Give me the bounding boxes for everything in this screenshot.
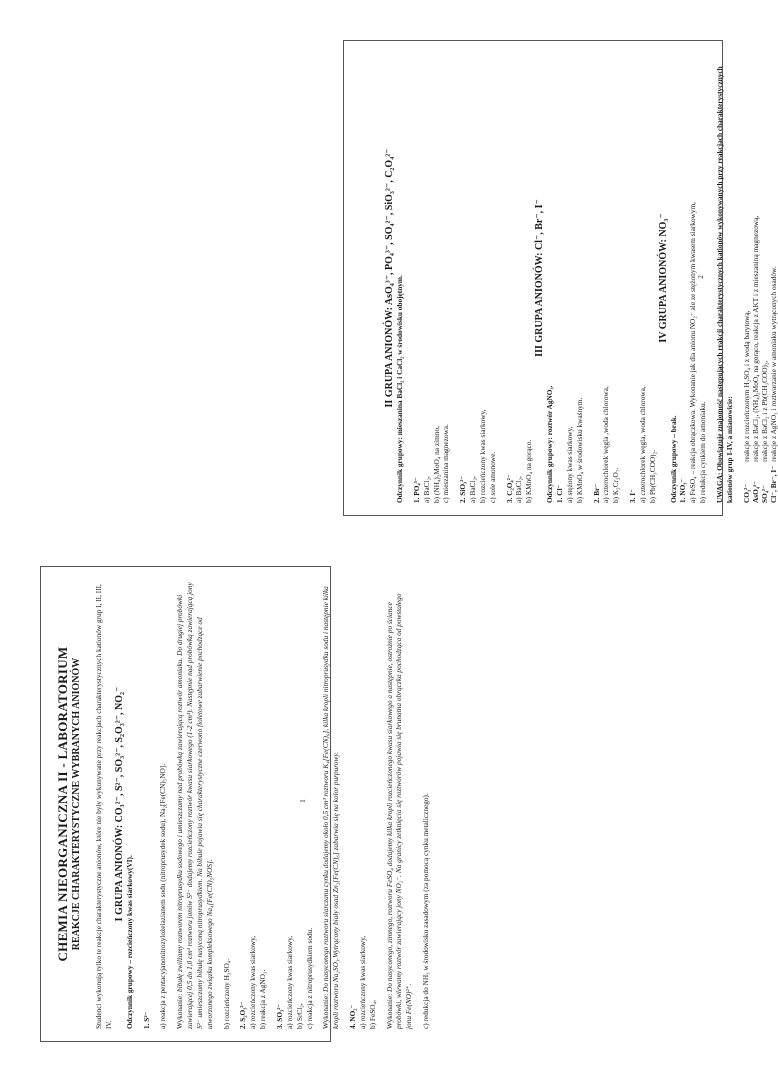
document-title: CHEMIA NIEORGANICZNA II - LABORATORIUM: [55, 646, 70, 962]
group-3-reagent: Odczynnik grupowy: roztwór AgNO₃.: [545, 385, 555, 503]
summary-ion: SO₄²⁻: [759, 485, 769, 503]
i-item-b: b) Pb(CH₃COO)₂.: [647, 450, 657, 503]
cl-heading: 1. Cl⁻: [554, 484, 564, 503]
po4-item-c: c) mieszanina magnezowa.: [441, 424, 451, 503]
no3-item-a: a) FeSO₄ – reakcja obrączkowa. Wykonanie jak dla anionu NO₂⁻ ale ze stężonym kwasem siarkowym,: [688, 202, 698, 503]
page-2: [343, 40, 778, 516]
group-4-title: IV GRUPA ANIONÓW: NO₃⁻: [657, 213, 669, 343]
document-subtitle: REAKCJE CHARAKTERYSTYCZNE WYBRANYCH ANIONÓW: [71, 657, 82, 951]
po4-heading: 1. PO₄³⁻: [411, 477, 421, 503]
c2o4-item-a: a) BaCl₂,: [514, 476, 524, 503]
c2o4-item-b: b) KMnO₄ na gorąco.: [524, 439, 534, 503]
so3-heading: 3. SO₃²⁻: [274, 1003, 284, 1029]
summary-ion: CO₃²⁻: [741, 483, 751, 503]
br-item-a: a) czterochlorek węgla ,woda chlorowa,: [601, 386, 611, 503]
summary-table: [742, 212, 778, 503]
no2-heading: 4. NO₂⁻: [348, 1004, 358, 1029]
procedure-text: Do nasyconego, zimnego, roztworu FeSO₄ dodajemy kilka kropli rozcieńczonego kwasu siarkowego a następnie, ostrożnie po ściance probówki, wlewamy roztwór zawierający jony NO₂⁻. Na granicy zetknięcia się roztworów pojawia się brunatna obrączka pochodząca od powstałego jonu Fe(NO)²⁺.: [384, 593, 414, 1029]
no3-item-b: b) redukcja cynkiem do amoniaku.: [698, 401, 708, 503]
so3-item-b: b) SrCl₂,: [294, 1003, 304, 1029]
summary-text: reakcje z BaCl₂ i z Pb(CH₃COO)₂,: [759, 360, 769, 462]
note-text: UWAGA: Obowiązuje znajomość następujących reakcji charakterystycznych kationów wykonywanych przy reakcjach charakterystycznych kationów grup I-IV, a mianowicie:: [714, 66, 734, 503]
po4-item-b: b) (NH₄)₂MoO₄ na zimno,: [431, 426, 441, 503]
no2-item-b: b) FeSO₄,: [367, 1000, 377, 1029]
br-item-b: b) K₂Cr₂O₇.: [611, 467, 621, 503]
s2o3-heading: 2. S₂O₃²⁻: [238, 1001, 248, 1029]
summary-text: reakcje z AgNO₃ i roztwarzanie w amoniaku wytrąconych osadów.: [768, 266, 778, 462]
no2-item-a: a) rozcieńczony kwas siarkowy,: [357, 935, 367, 1029]
cl-item-a: a) stężony kwas siarkowy,: [564, 426, 574, 503]
so3-item-a: a) rozcieńczony kwas siarkowy,: [284, 935, 294, 1029]
summary-text: reakcje z BaCl₂, (NH₄)₂MoO₄ na gorąco, reakcja z AKT i z mieszaniną magnezową,: [750, 215, 760, 462]
intro-text: Studenci wykonują tylko te reakcje charakterystyczne anionów, które nie były wykonywane przy reakcjach charakterystycznych kationów grup I, II, III, IV.: [94, 584, 113, 1029]
summary-ion: Cl⁻, Br⁻, I⁻: [768, 465, 778, 503]
summary-ion: AsO₄³⁻: [750, 480, 760, 503]
sio3-heading: 2. SiO₃²⁻: [458, 475, 468, 503]
po4-item-a: a) BaCl₂,: [421, 476, 431, 503]
group-4-reagent: Odczynnik grupowy – brak.: [668, 415, 678, 503]
page-1: [40, 566, 431, 1042]
page-1-content: [55, 579, 431, 1029]
i-item-a: a) czterochlorek węgla, woda chlorowa,: [637, 386, 647, 503]
table-row: [742, 212, 751, 503]
page-number: 2: [696, 275, 705, 279]
s2-item-a: a) reakcja z pentacyjanonitrozylożelazianem sodu (nitroprusydek sodu), Na₂[Fe(CN)₅NO].: [158, 763, 168, 1029]
group-1-reagent: Odczynnik grupowy – rozcieńczony kwas siarkowy(VI).: [124, 855, 134, 1029]
no2-item-c: c) redukcja do NH₃ w środowisku zasadowym (za pomocą cynku metalicznego).: [421, 793, 431, 1029]
page-2-content: [384, 53, 778, 503]
sio3-item-c: c) sole amonowe.: [487, 451, 497, 503]
no2-procedure: [385, 579, 415, 1029]
cl-item-b: b) KMnO₄ w środowisku kwaśnym.: [574, 397, 584, 503]
group-2-reagent: Odczynnik grupowy: mieszanina BaCl₂ i CaCl₂ w środowisku obojętnym.: [395, 275, 404, 503]
table-row: [751, 212, 760, 503]
i-heading: 3. I⁻: [628, 489, 638, 503]
group-1-title: I GRUPA ANIONÓW: CO₃²⁻, S²⁻, SO₃²⁻, S₂O₃²⁻, NO₂⁻: [113, 686, 125, 922]
so3-item-c: c) reakcja z nitroprusydkiem sodu.: [304, 927, 314, 1029]
sio3-item-a: a) BaCl₂,: [468, 476, 478, 503]
procedure-text: Do nasyconego roztworu siarczanu cynku dodajemy około 0,5 cm³ roztworu K₄[Fe(CN)₆], kilka kropli nitroprusydku sodu i następnie kilka kropli roztworu Na₂SO₃.Wytrącony biały osad Zn₂[Fe(CN)₆] zabarwia się na kolor purpurowy.: [321, 586, 341, 1029]
sio3-item-b: b) rozcieńczony kwas siarkowy,: [477, 409, 487, 503]
c2o4-heading: 3. C₂O₄²⁻: [504, 474, 514, 503]
procedure-label: Wykonanie:: [175, 991, 185, 1029]
procedure-label: Wykonanie:: [321, 991, 331, 1029]
procedure-label: Wykonanie:: [384, 991, 394, 1029]
group-2-title: II GRUPA ANIONÓW: AsO₄³⁻, PO₄³⁻, SO₄²⁻, SiO₃²⁻, C₂O₄²⁻: [384, 148, 395, 408]
table-row: [769, 212, 778, 503]
table-row: [760, 212, 769, 503]
s2o3-item-b: b) reakcja z AgNO₃.: [258, 969, 268, 1029]
so3-procedure: [321, 579, 341, 1029]
group-3-title: III GRUPA ANIONÓW: Cl⁻, Br⁻, I⁻: [534, 199, 546, 357]
s2-procedure: [175, 579, 214, 1029]
s2o3-item-a: a) rozcieńczony kwas siarkowy,: [248, 935, 258, 1029]
s2-heading: 1. S²⁻: [141, 1011, 151, 1029]
page-number: 1: [298, 799, 307, 803]
no3-heading: 1. NO₃⁻: [678, 478, 688, 503]
br-heading: 2. Br⁻: [591, 483, 601, 503]
s2-item-b: b) rozcieńczony H₂SO₄.: [221, 958, 231, 1029]
procedure-text: bibułę zwilżamy roztworem nitroprusydku sodowego i umieszczamy nad probówką zawierającą roztwór amoniaku. Do drugiej probówki zawierającej 0,5 do 1,0 cm³ roztworu jonów S²⁻ dodajemy rozcieńczony roztwór kwasu siarkowego (1-2 cm³). Następnie nad probówką zawierającą jony S²⁻ umieszczamy bibułę nasyconą nitroprusydkiem. Na bibule pojawia się charakterystyczne czerwono fioletowe zabarwienie pochodzące od utworzonego związku kompleksowego Na₄[Fe(CN)₅NOS].: [175, 582, 214, 1029]
summary-text: reakcje z rozcieńczonym H₂SO₄ i z wodą barytową,: [741, 310, 751, 462]
